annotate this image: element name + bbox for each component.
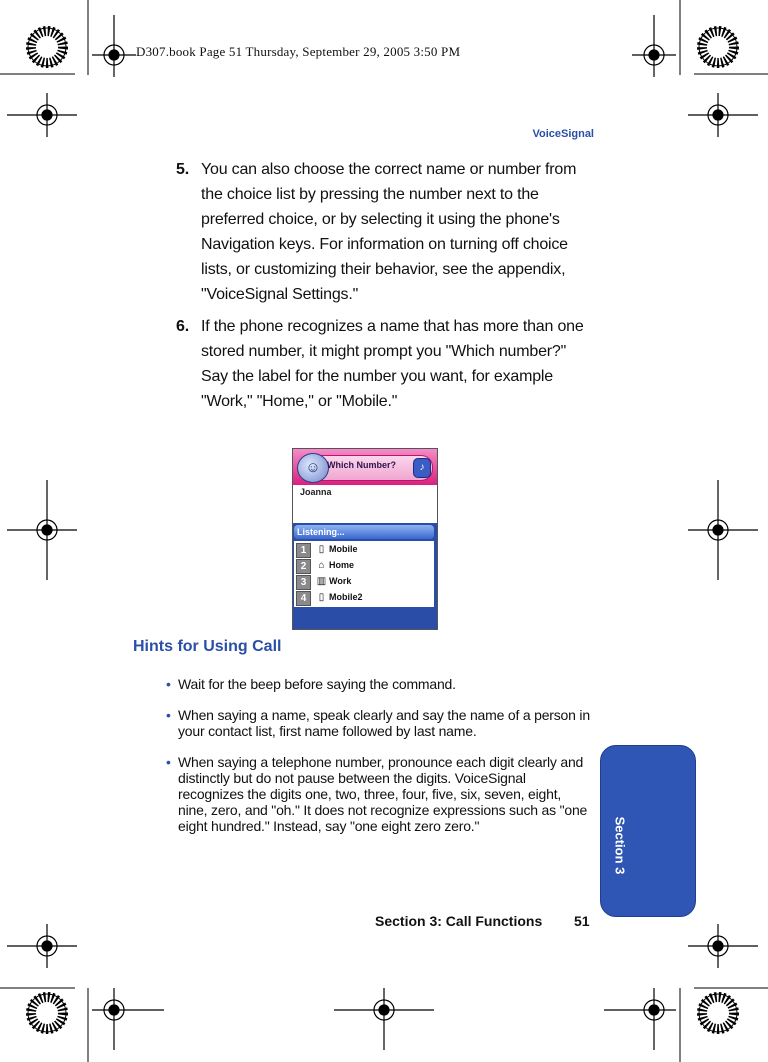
bullet-icon: • [166,707,171,723]
running-head: VoiceSignal [532,128,594,140]
hints-heading: Hints for Using Call [133,638,282,655]
choice-key: 3 [296,575,311,590]
step-text: You can also choose the correct name or number from the choice list by pressing the number next to the preferred choice, or by selecting it using the phone's Navigation keys. For information on turning off choice lists, or customizing their behavior, see the appendix, "VoiceSignal Settings." [201,161,577,303]
phone-choice-item [295,542,433,557]
hint-text: When saying a name, speak clearly and say the name of a person in your contact list, first name followed by last name. [178,707,590,739]
bullet-icon: • [166,676,171,692]
phone-status: Listening... [294,525,434,539]
phone-contact-name: Joanna [300,487,332,497]
step-number: 6. [176,318,189,335]
bullet-icon: • [166,754,171,770]
phone-choice-panel [293,523,437,629]
step-6 [176,314,588,414]
choice-label: Mobile2 [329,592,363,602]
step-number: 5. [176,161,189,178]
mobile-phone-icon: ▯ [318,544,325,555]
hint-item [166,754,590,834]
phone-title: Which Number? [327,460,396,470]
print-header: D307.book Page 51 Thursday, September 29, 2005 3:50 PM [136,44,461,59]
building-icon: ▥ [316,576,327,587]
hint-text: Wait for the beep before saying the command. [178,676,456,692]
phone-screenshot [292,448,438,630]
phone-choice-item [295,558,433,573]
choice-key: 1 [296,543,311,558]
choice-label: Work [329,576,352,586]
phone-choice-item [295,574,433,589]
choice-key: 2 [296,559,311,574]
footer-title: Section 3: Call Functions [375,913,543,929]
section-tab-label: Section 3 [612,816,628,875]
mobile-phone-icon: ▯ [318,592,325,603]
hint-item [166,707,590,739]
phone-choice-list [294,541,434,607]
house-icon: ⌂ [318,560,325,571]
phone-choice-item [295,590,433,605]
choice-label: Home [329,560,355,570]
choice-label: Mobile [329,544,358,554]
speaker-icon: ♪ [413,458,431,478]
voice-face-icon: ☺ [297,453,329,483]
step-5 [176,157,588,307]
hint-text: When saying a telephone number, pronounce each digit clearly and distinctly but do not pause between the digits. VoiceSignal recognizes the digits one, two, three, four, five, six, seven, eight, nine, zero, and "oh." It does not recognize expressions such as "one eight hundred." Instead, say "one eight zero zero." [178,754,588,834]
choice-key: 4 [296,591,311,606]
page-number: 51 [574,913,590,929]
step-text: If the phone recognizes a name that has more than one stored number, it might prompt you "Which number?" Say the label for the number you want, for example "Work," "Home," or "Mobile." [201,318,584,410]
hint-item [166,676,590,692]
